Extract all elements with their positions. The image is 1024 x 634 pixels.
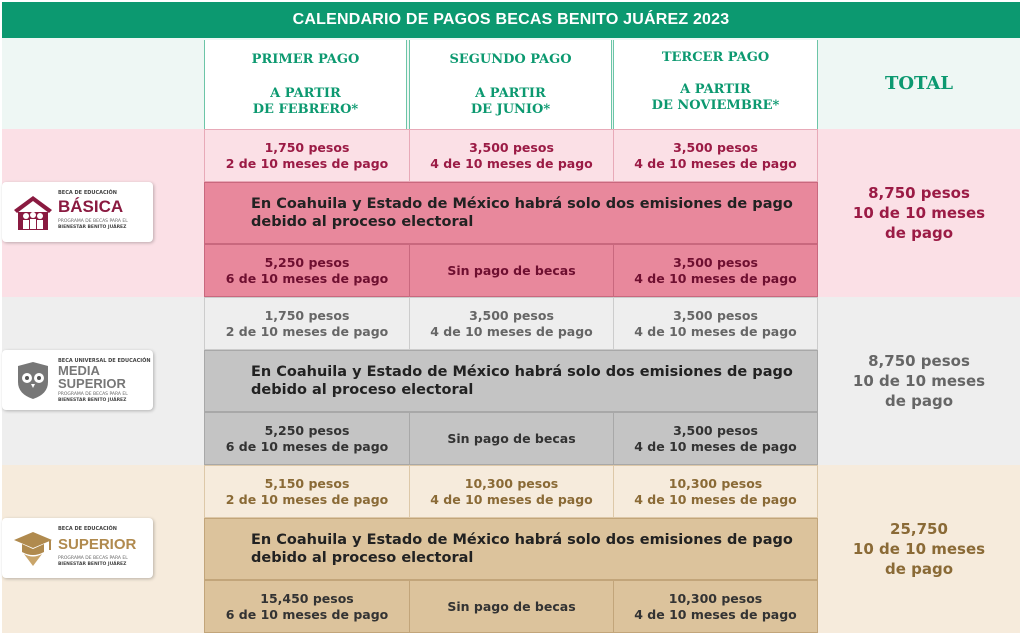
family-house-icon	[12, 192, 54, 232]
total-months: 10 de 10 meses	[852, 540, 986, 558]
payment-months: 4 de 10 meses de pago	[634, 155, 797, 171]
total-months: 10 de 10 meses	[852, 204, 986, 222]
page-title: CALENDARIO DE PAGOS BECAS BENITO JUÁREZ 2023	[2, 2, 1020, 38]
payment-cell	[204, 297, 410, 350]
header-month: DE FEBRERO*	[252, 102, 359, 117]
logo-program: PROGRAMA DE BECAS PARA EL	[58, 556, 128, 561]
payment-months: 2 de 10 meses de pago	[225, 323, 389, 339]
payment-amount: 3,500 pesos	[469, 307, 554, 323]
notice-line: debido al proceso electoral	[251, 382, 474, 398]
header-from: A PARTIR	[680, 82, 751, 97]
payment-months: 6 de 10 meses de pago	[225, 270, 389, 286]
payment-cell	[613, 412, 818, 465]
graduation-cap-icon	[12, 528, 54, 568]
payment-cell	[613, 244, 818, 297]
payment-cell	[204, 465, 410, 518]
payment-amount: 3,500 pesos	[469, 139, 554, 155]
payment-months: 4 de 10 meses de pago	[634, 491, 797, 507]
payment-months: 4 de 10 meses de pago	[430, 155, 593, 171]
header-label: TERCER PAGO	[661, 50, 770, 65]
logo-small-text: BECA UNIVERSAL DE EDUCACIÓN	[58, 358, 151, 364]
payment-cell	[409, 129, 614, 182]
payment-cell	[613, 465, 818, 518]
notice-line: En Coahuila y Estado de México habrá solo dos emisiones de pago	[251, 364, 793, 380]
payment-cell	[613, 580, 818, 633]
electoral-notice	[204, 518, 818, 580]
total-months-suffix: de pago	[884, 560, 954, 578]
payment-amount: 10,300 pesos	[668, 475, 763, 491]
payment-months: 2 de 10 meses de pago	[225, 491, 389, 507]
header-second-payment	[409, 40, 612, 129]
header-month: DE JUNIO*	[470, 102, 551, 117]
logo-small-text: BECA DE EDUCACIÓN	[58, 190, 117, 196]
no-payment-cell	[409, 412, 614, 465]
payment-cell	[204, 244, 410, 297]
payment-amount: 10,300 pesos	[464, 475, 559, 491]
payment-months: 4 de 10 meses de pago	[634, 606, 797, 622]
payment-cell	[204, 580, 410, 633]
logo-name: SUPERIOR	[58, 376, 126, 391]
payment-amount: 10,300 pesos	[668, 590, 763, 606]
header-month: DE NOVIEMBRE*	[651, 98, 780, 113]
payment-cell	[204, 412, 410, 465]
payment-months: 4 de 10 meses de pago	[634, 323, 797, 339]
header-date	[614, 82, 817, 114]
notice-line: debido al proceso electoral	[251, 214, 474, 230]
logo-small-text: BECA DE EDUCACIÓN	[58, 526, 117, 532]
notice-line: En Coahuila y Estado de México habrá solo dos emisiones de pago	[251, 196, 793, 212]
logo-bienestar: BIENESTAR BENITO JUÁREZ	[58, 225, 127, 230]
total-months-suffix: de pago	[884, 392, 954, 410]
payment-amount: 3,500 pesos	[673, 422, 758, 438]
payment-amount: 3,500 pesos	[673, 139, 758, 155]
logo-name: MEDIA	[58, 363, 100, 378]
logo-superior	[2, 518, 153, 578]
logo-bienestar: BIENESTAR BENITO JUÁREZ	[58, 398, 127, 403]
header-first-payment	[204, 40, 407, 129]
logo-program: PROGRAMA DE BECAS PARA EL	[58, 219, 128, 224]
no-payment-text: Sin pago de becas	[447, 598, 576, 614]
logo-bienestar: BIENESTAR BENITO JUÁREZ	[58, 562, 127, 567]
electoral-notice	[204, 182, 818, 244]
notice-line: debido al proceso electoral	[251, 550, 474, 566]
header-date	[410, 86, 611, 118]
logo-name: BÁSICA	[58, 197, 124, 216]
total-months: 10 de 10 meses	[852, 372, 986, 390]
header-date	[205, 86, 406, 118]
no-payment-text: Sin pago de becas	[447, 262, 576, 278]
payment-cell	[613, 297, 818, 350]
section-total	[818, 297, 1020, 465]
logo-name: SUPERIOR	[58, 536, 137, 553]
header-from: A PARTIR	[270, 86, 341, 101]
notice-line: En Coahuila y Estado de México habrá solo dos emisiones de pago	[251, 532, 793, 548]
total-amount: 8,750 pesos	[868, 352, 970, 370]
payment-months: 4 de 10 meses de pago	[430, 491, 593, 507]
logo-program: PROGRAMA DE BECAS PARA EL	[58, 392, 128, 397]
payment-months: 2 de 10 meses de pago	[225, 155, 389, 171]
payment-amount: 1,750 pesos	[264, 139, 350, 155]
total-amount: 25,750	[890, 520, 948, 538]
header-third-payment	[613, 40, 818, 129]
total-months-suffix: de pago	[884, 224, 954, 242]
payment-amount: 5,250 pesos	[264, 422, 350, 438]
payment-cell	[613, 129, 818, 182]
payment-amount: 3,500 pesos	[673, 307, 758, 323]
payment-cell	[409, 297, 614, 350]
total-amount: 8,750 pesos	[868, 184, 970, 202]
header-total: TOTAL	[884, 73, 954, 94]
section-total	[818, 129, 1020, 297]
payment-months: 4 de 10 meses de pago	[634, 438, 797, 454]
payment-amount: 1,750 pesos	[264, 307, 350, 323]
payment-amount: 15,450 pesos	[260, 590, 354, 606]
no-payment-cell	[409, 244, 614, 297]
header-label: PRIMER PAGO	[251, 52, 360, 67]
logo-basica	[2, 182, 153, 242]
payment-cell	[409, 465, 614, 518]
header-label: SEGUNDO PAGO	[449, 52, 572, 67]
payment-amount: 5,250 pesos	[264, 254, 350, 270]
payment-amount: 3,500 pesos	[673, 254, 758, 270]
payment-months: 4 de 10 meses de pago	[634, 270, 797, 286]
logo-media-superior	[2, 350, 153, 410]
no-payment-text: Sin pago de becas	[447, 430, 576, 446]
no-payment-cell	[409, 580, 614, 633]
owl-shield-icon	[12, 360, 54, 400]
section-total	[818, 465, 1020, 633]
payment-amount: 5,150 pesos	[264, 475, 350, 491]
payment-months: 6 de 10 meses de pago	[225, 438, 389, 454]
payment-months: 6 de 10 meses de pago	[225, 606, 389, 622]
header-from: A PARTIR	[475, 86, 546, 101]
payment-months: 4 de 10 meses de pago	[430, 323, 593, 339]
electoral-notice	[204, 350, 818, 412]
payment-cell	[204, 129, 410, 182]
